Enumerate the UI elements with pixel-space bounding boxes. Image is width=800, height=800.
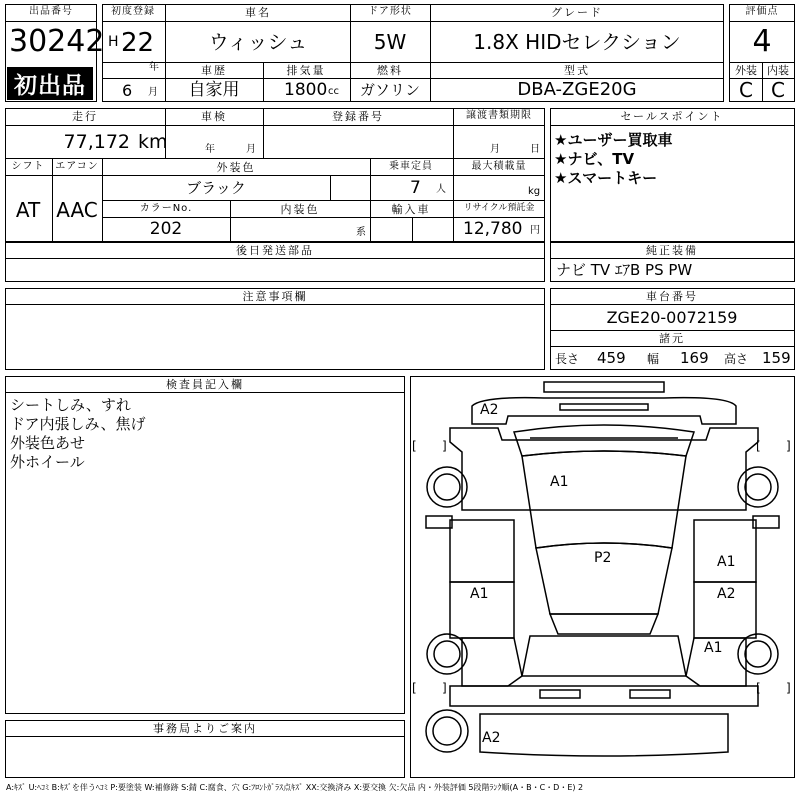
transfer-month-unit: 月 [490,144,500,155]
lot-number: 30242 [9,24,105,59]
color: ブラック [186,179,246,197]
front-left-hub [434,474,460,500]
genuine-label: 純正装備 [646,244,698,257]
first-listing-badge: 初出品 [7,67,93,100]
inspection-year-unit: 年 [205,144,215,155]
grade: 1.8X HIDセレクション [473,30,681,54]
capacity-unit: 人 [436,184,446,195]
interior-color-label: 内装色 [280,203,320,216]
right-tail-lamp [630,690,670,698]
spare-hub [433,717,461,745]
ext-grade: C [739,78,753,102]
office-label: 事務局よりご案内 [153,722,257,735]
grille [560,404,648,410]
capacity-label: 乗車定員 [389,161,433,172]
front-right-wheel [738,467,778,507]
inspector-note: ドア内張しみ、焦げ [10,415,146,433]
damage-mark-right-rear-door: A2 [717,586,736,602]
history-label: 車歴 [201,64,227,77]
right-front-door [694,520,756,582]
bracket-left-rear: [ [412,681,417,695]
mileage-unit: km [138,131,168,153]
damage-mark-roof: P2 [594,550,612,566]
year-unit: 年 [149,62,159,73]
model: DBA-ZGE20G [517,79,637,100]
rear-right-wheel [738,634,778,674]
sales-point-item: ★ユーザー買取車 [554,131,673,149]
color-no-label: カラーNo. [139,203,193,214]
ac: AAC [56,198,98,222]
era: H [108,34,119,50]
inspector-note: シートしみ、すれ [10,396,131,414]
inspector-note: 外装色あせ [10,434,86,452]
length: 459 [597,349,626,367]
left-tail-lamp [540,690,580,698]
damage-mark-left-rear-door: A1 [470,586,489,602]
bracket-left-close: ] [442,439,447,453]
bracket-right-rear: [ [756,681,761,695]
int-grade: C [771,78,785,102]
ext-label: 外装 [735,64,757,77]
left-mirror [426,516,452,528]
shift-label: シフト [11,161,45,172]
inspector-notes [10,396,145,472]
notes-label: 注意事項欄 [242,290,308,303]
sales-points-list [554,131,672,188]
shift: AT [15,198,41,222]
capacity: 7 [410,178,421,198]
rear-bumper [450,686,758,706]
bracket-right-rear-close: ] [786,681,791,695]
damage-legend: A:ｷｽﾞ U:ﾍｺﾐ B:ｷｽﾞを伴うﾍｺﾐ P:要塗装 W:補修跡 S:錆 C:腐食、穴 G:ﾌﾛﾝﾄｶﾞﾗｽ点ｷｽﾞ XX:交換済み X:要交換 欠:欠品 内・外装評価 5段階ﾗﾝｸ順(A・B・C・D・E) 2 [6,783,584,792]
hood [522,451,686,548]
front-fenders [450,428,758,510]
tailgate [522,636,686,676]
load-label: 最大積載量 [471,161,527,172]
bracket-left: [ [412,439,417,453]
car-name: ウィッシュ [208,30,308,54]
load-unit: kg [528,186,541,197]
recycle: 12,780 [463,219,523,239]
displacement-label: 排気量 [286,64,326,77]
door-label: ドア形状 [368,6,412,17]
rear-panel [480,714,728,756]
rear-left-wheel [427,634,467,674]
width-label: 幅 [647,352,660,366]
fuel-label: 燃料 [377,64,403,77]
bracket-right-close: ] [786,439,791,453]
transfer-label: 譲渡書類期限 [466,110,532,121]
mileage: 77,172 [63,131,130,153]
damage-mark-right-front-door: A1 [717,554,736,570]
car-name-label: 車名 [245,6,271,19]
length-label: 長さ [555,352,580,366]
rear-glass [550,614,658,634]
score: 4 [752,24,772,59]
bracket-right: [ [756,439,761,453]
front-right-hub [745,474,771,500]
chassis-number: ZGE20-0072159 [606,308,738,327]
color-label: 外装色 [216,161,256,174]
rear-left-hub [434,641,460,667]
reg-year: 22 [121,28,155,58]
door-type: 5W [373,30,407,54]
inspector-label: 検査員記入欄 [166,378,244,391]
left-front-door [450,520,514,582]
reg-month: 6 [122,81,133,100]
damage-mark-right-rear-fender: A1 [704,640,723,656]
recycle-label: リサイクル預託金 [463,203,535,213]
left-rear-fender [462,638,522,686]
history: 自家用 [188,80,240,100]
interior-color-unit: 系 [356,227,366,238]
genuine-equipment: ナビ TV ｴｱB PS PW [556,261,693,279]
displacement: 1800 [284,80,328,100]
ac-label: エアコン [55,161,99,172]
chassis-label: 車台番号 [646,290,698,303]
bracket-left-rear-close: ] [442,681,447,695]
height: 159 [762,349,791,367]
sales-point-item: ★スマートキー [554,169,658,187]
sales-point-item: ★ナビ、TV [554,150,635,168]
height-label: 高さ [724,352,749,366]
car-damage-diagram [410,376,795,778]
int-label: 内装 [767,64,789,77]
later-parts-label: 後日発送部品 [236,244,314,257]
grade-label: グレード [551,6,603,19]
inspection-month-unit: 月 [246,144,256,155]
damage-mark-rear: A2 [482,730,501,746]
sales-points-label: セールスポイント [620,110,724,123]
width: 169 [680,349,709,367]
score-label: 評価点 [745,6,779,17]
recycle-unit: 円 [530,225,540,236]
inspection-label: 車検 [201,110,227,123]
front-left-wheel [427,467,467,507]
first-reg-label: 初度登録 [111,6,155,17]
model-label: 型式 [564,64,590,77]
damage-mark-hood: A1 [550,474,569,490]
transfer-day-unit: 日 [530,144,540,155]
color-no: 202 [149,219,183,239]
fuel: ガソリン [359,81,421,99]
damage-mark-front: A2 [480,402,499,418]
inspector-note: 外ホイール [10,453,85,471]
dimensions-label: 諸元 [659,332,685,345]
displacement-unit: cc [328,86,339,97]
plate-label: 登録番号 [332,110,384,123]
front-bumper [472,398,736,424]
lot-label: 出品番号 [29,6,73,17]
month-unit: 月 [148,87,158,98]
front-bumper-top [544,382,664,392]
mileage-label: 走行 [72,110,98,123]
right-mirror [753,516,779,528]
rear-right-hub [745,641,771,667]
import-label: 輸入車 [391,203,431,216]
